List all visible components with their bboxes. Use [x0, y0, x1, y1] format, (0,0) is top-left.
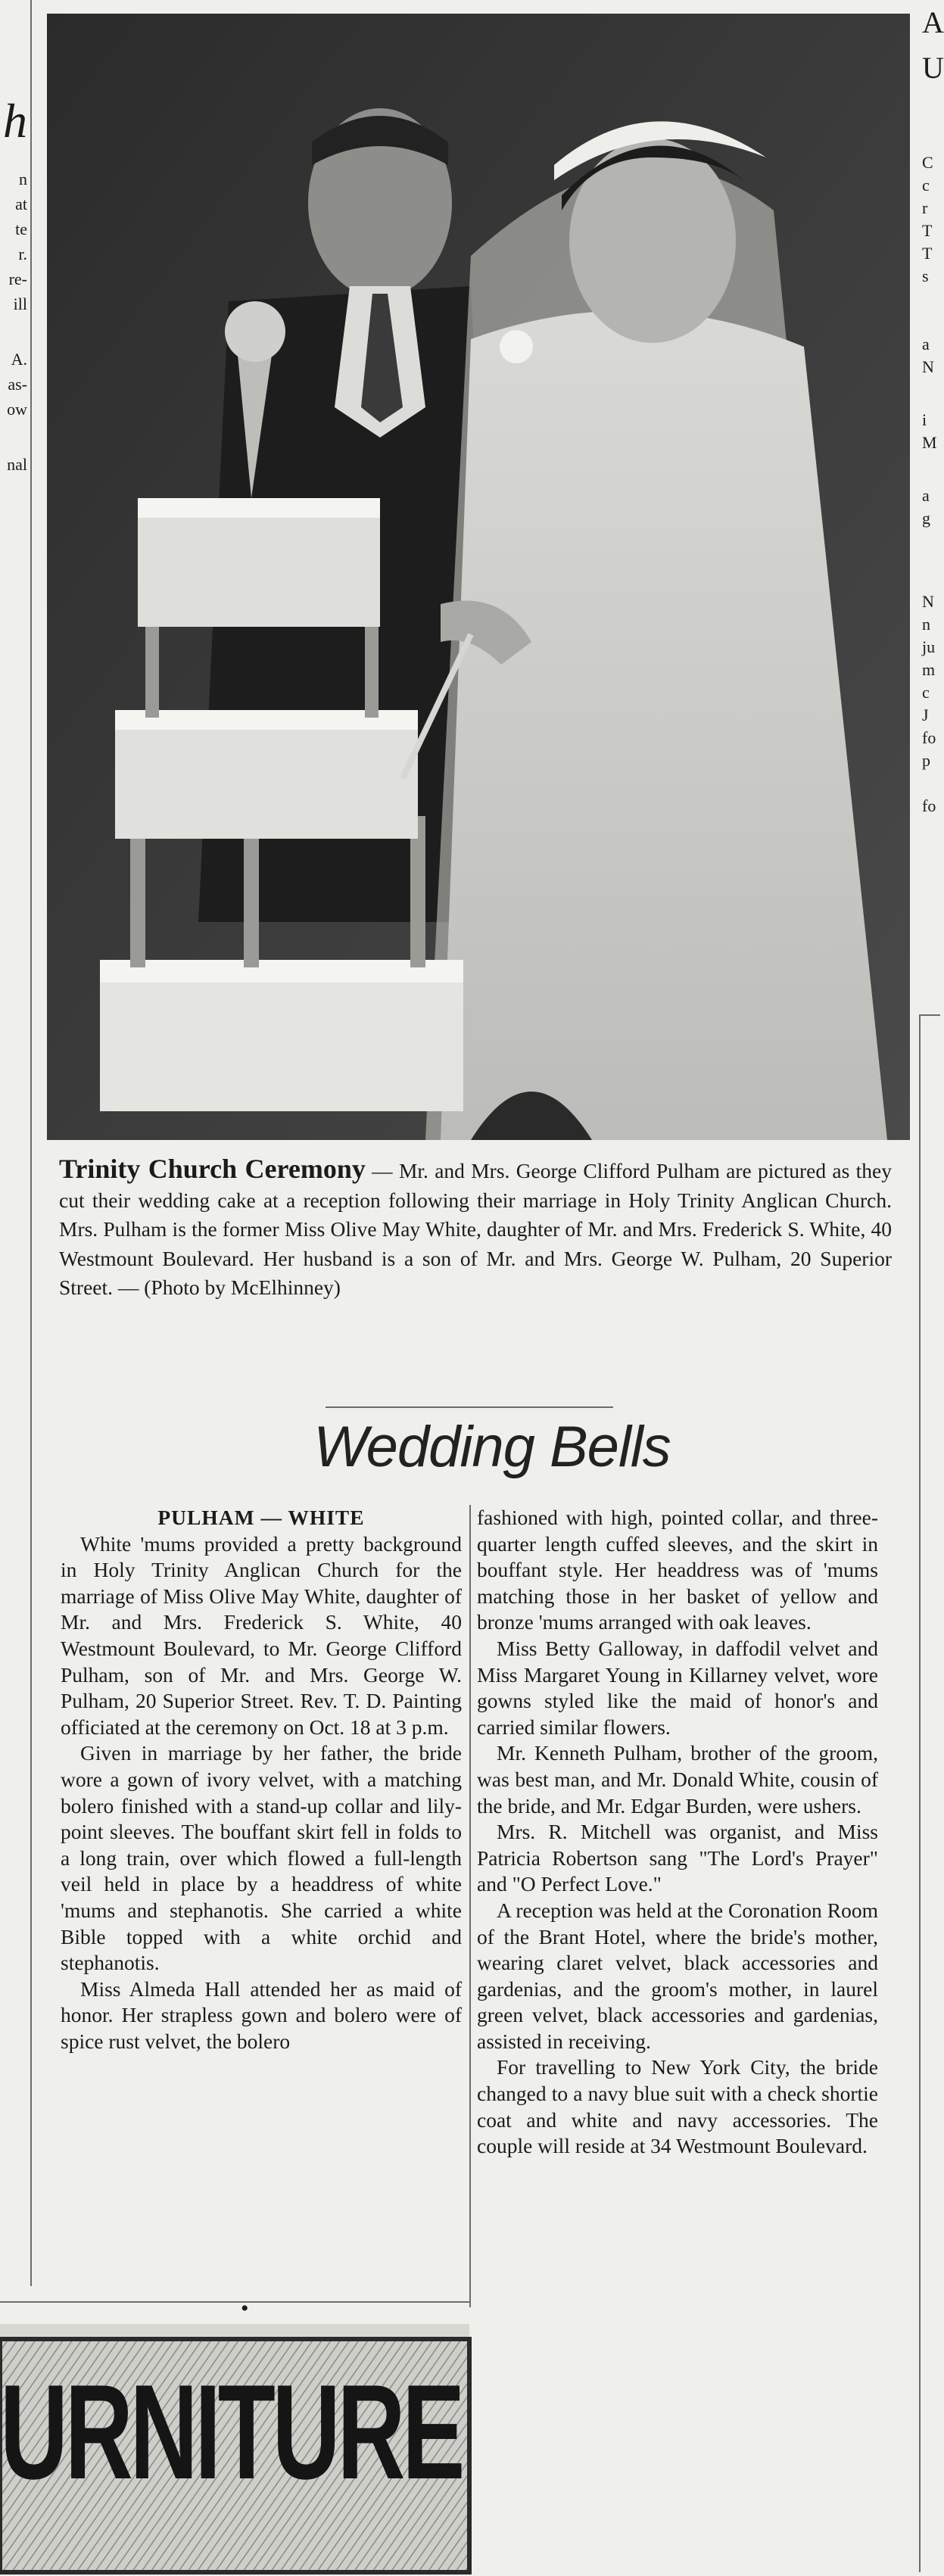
article-paragraph: Miss Betty Galloway, in daffodil velvet and Miss Margaret Young in Killarney velvet, wore gowns styled like the maid of honor's and carried similar flowers. [477, 1636, 878, 1739]
left-column-rule [30, 0, 32, 2286]
article-paragraph: A reception was held at the Coronation Room of the Brant Hotel, where the bride's mother, wearing claret velvet, black accessories and gardenias, and the groom's mother, in laurel green velvet, black accessories and gardenias, assisted in receiving. [477, 1898, 878, 2053]
furniture-ad [0, 2324, 469, 2572]
fragment-line: N [922, 357, 934, 376]
wedding-photo-illustration [47, 14, 910, 1140]
fragment-line: c [922, 176, 930, 195]
right-column-fragment [922, 0, 944, 1014]
fragment-line: te [15, 220, 27, 238]
caption-lead: Trinity Church Ceremony [59, 1154, 366, 1184]
fragment-line: n [19, 170, 27, 188]
wedding-photo [47, 14, 910, 1140]
article-column-2 [477, 1505, 878, 2160]
fragment-line: r [922, 198, 928, 217]
fragment-line: ju [922, 637, 936, 656]
article-paragraph-continued: fashioned with high, pointed collar, and three-quarter length cuffed sleeves, and the skirt in bouffant style. Her headdress was of 'mums matching those in her basket of yellow and bronze 'mums arranged with oak leaves. [477, 1506, 878, 1634]
fragment-line: a [922, 486, 930, 505]
fragment-line: A [922, 5, 944, 39]
right-column-rule [919, 1014, 921, 2572]
fragment-big-letter: h [3, 94, 27, 148]
fragment-line: M [922, 433, 937, 452]
article-paragraph: Mrs. R. Mitchell was organist, and Miss Patricia Robertson sang "The Lord's Prayer" and "O Perfect Love." [477, 1820, 878, 1896]
fragment-line: a [922, 335, 930, 354]
fragment-line: as- [8, 375, 27, 394]
fragment-line: at [15, 195, 27, 213]
fragment-line: C [922, 153, 933, 172]
fragment-line: c [922, 683, 930, 702]
fragment-line: nal [7, 455, 27, 474]
fragment-line: m [922, 660, 936, 679]
fragment-line: U [922, 51, 944, 85]
ad-top-rule [0, 2301, 469, 2303]
ad-dot: • [241, 2296, 249, 2321]
fragment-line: r. [18, 245, 27, 263]
fragment-line: g [922, 509, 930, 528]
fragment-line: A. [11, 350, 27, 369]
fragment-line: ow [7, 400, 27, 419]
fragment-line: J [922, 706, 929, 724]
fragment-line: s [922, 266, 929, 285]
article-byline: PULHAM — WHITE [157, 1506, 365, 1529]
fragment-line: n [922, 615, 930, 634]
ad-headline: URNITURE [0, 2356, 463, 2507]
fragment-line: re- [8, 269, 27, 288]
article-paragraph: White 'mums provided a pretty background in Holy Trinity Anglican Church for the marriage of Miss Olive May White, daughter of Mr. and Mrs. Frederick S. White, 40 Westmount Boulevard, to Mr. George Clifford Pulham, son of Mr. and Mrs. George W. Pulham, 20 Superior Street. Rev. T. D. Painting officiated at the ceremony on Oct. 18 at 3 p.m. [61, 1531, 462, 1739]
left-column-fragment [0, 0, 30, 1143]
fragment-line: N [922, 592, 934, 611]
fragment-line: fo [922, 796, 936, 815]
fragment-line: T [922, 221, 933, 240]
fragment-line: i [922, 410, 927, 429]
fragment-line: p [922, 751, 930, 770]
photo-caption [59, 1154, 892, 1303]
article-paragraph: Mr. Kenneth Pulham, brother of the groom, was best man, and Mr. Donald White, cousin of the bride, and Mr. Edgar Burden, were ushers. [477, 1741, 878, 1818]
fragment-line: T [922, 244, 933, 263]
article-column-1 [61, 1505, 462, 2054]
fragment-line: fo [922, 728, 936, 747]
article-paragraph: Given in marriage by her father, the bride wore a gown of ivory velvet, with a matching bolero finished with a stand-up collar and lily-point sleeves. The bouffant skirt fell in folds to a long train, over which flowed a full-length veil held in place by a headdress of white 'mums and stephanotis. She carried a white Bible topped with a white orchid and stephanotis. [61, 1741, 462, 1975]
article-paragraph: For travelling to New York City, the bride changed to a navy blue suit with a check shortie coat and white and navy accessories. The couple will reside at 34 Westmount Boulevard. [477, 2055, 878, 2158]
right-column-corner-rule [919, 1014, 940, 1016]
headline: Wedding Bells [313, 1415, 671, 1479]
article-paragraph: Miss Almeda Hall attended her as maid of honor. Her strapless gown and bolero were of spice rust velvet, the bolero [61, 1976, 462, 2053]
caption-divider [326, 1406, 613, 1408]
fragment-line: ill [13, 294, 27, 313]
caption-text: — Mr. and Mrs. George Clifford Pulham are pictured as they cut their wedding cake at a reception following their marriage in Holy Trinity Anglican Church. Mrs. Pulham is the former Miss Olive May White, daughter of Mr. and Mrs. Frederick S. White, 40 Westmount Boulevard. Her husband is a son of Mr. and Mrs. George W. Pulham, 20 Superior Street. — (Photo by McElhinney) [59, 1159, 892, 1299]
column-rule [469, 1505, 471, 2307]
